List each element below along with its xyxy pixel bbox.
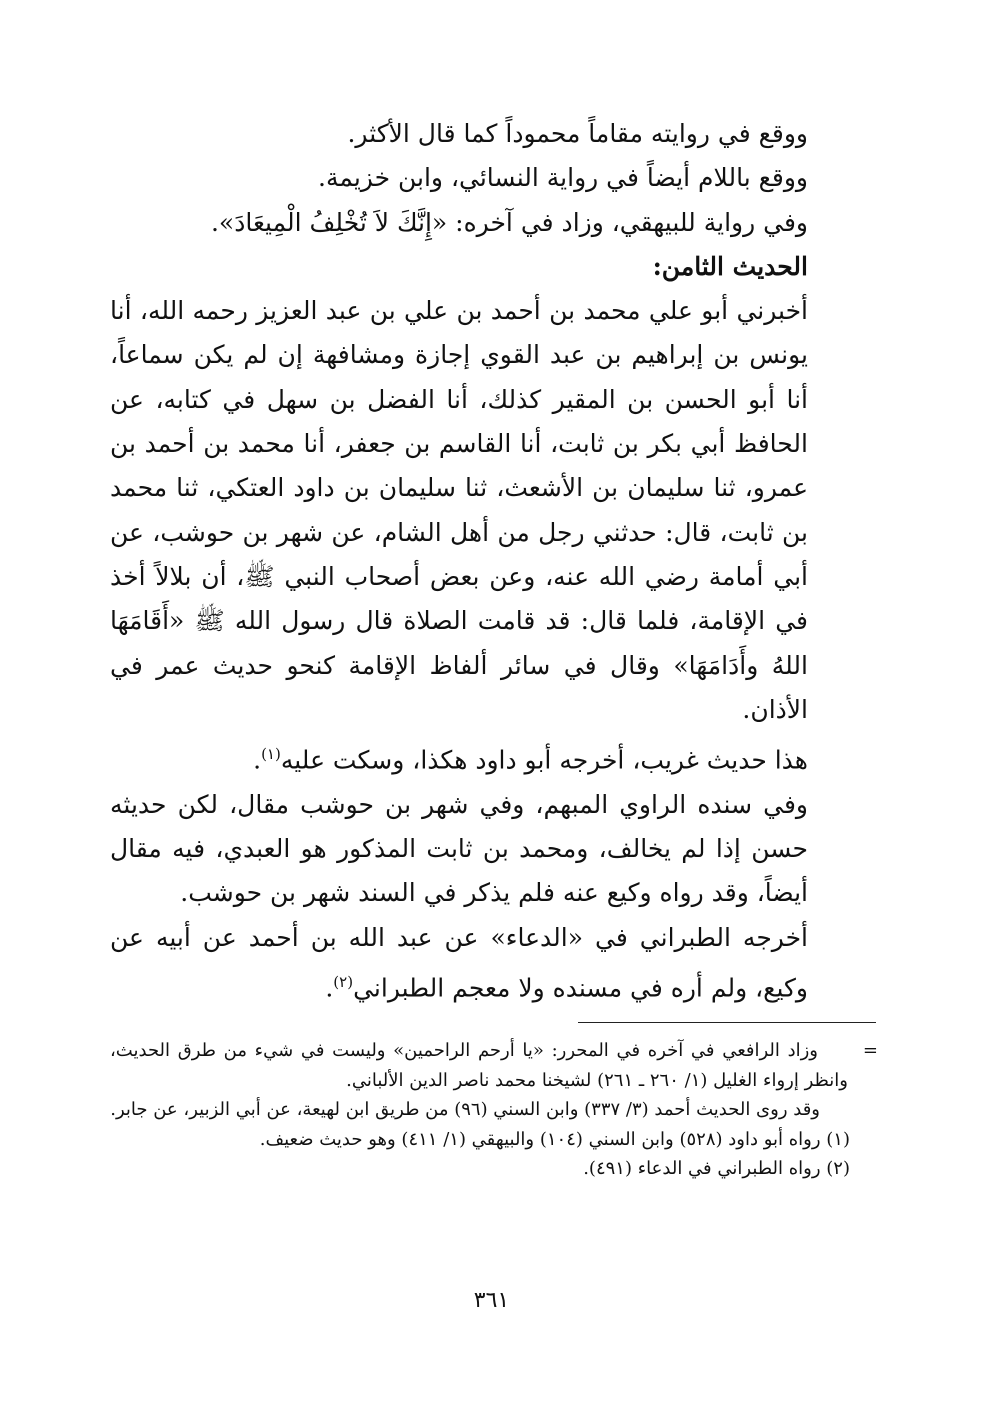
paragraph: ووقع باللام أيضاً في رواية النسائي، وابن خزيمة. bbox=[318, 163, 808, 193]
main-text bbox=[110, 112, 878, 1011]
footnote-separator bbox=[578, 1022, 876, 1023]
paragraph-end: . bbox=[325, 973, 334, 1003]
paragraph: وفي سنده الراوي المبهم، وفي شهر بن حوشب مقال، لكن حديثه حسن إذا لم يخالف، ومحمد بن ثابت المذكور هو العبدي، فيه مقال أيضاً، وقد رواه وكيع عنه فلم يذكر في السند شهر بن حوشب. bbox=[110, 789, 808, 908]
paragraph-text: أخرجه الطبراني في «الدعاء» عن عبد الله بن أحمد عن أبيه عن وكيع، ولم أره في مسنده ولا معجم الطبراني bbox=[110, 922, 808, 1003]
footnote: (١) رواه أبو داود (٥٢٨) وابن السني (١٠٤) والبيهقي (١/ ٤١١) وهو حديث ضعيف. bbox=[259, 1128, 850, 1150]
paragraph: ووقع في روايته مقاماً محموداً كما قال الأكثر. bbox=[347, 119, 808, 148]
paragraph: وفي رواية للبيهقي، وزاد في آخره: «إِنَّكَ لاَ تُخْلِفُ الْمِيعَادَ». bbox=[210, 207, 808, 237]
footnote-ref: (١) bbox=[261, 745, 281, 764]
paragraph bbox=[110, 732, 878, 783]
footnote-continuation bbox=[110, 1036, 878, 1095]
footnote-text: وزاد الرافعي في آخره في المحرر: «يا أرحم الراحمين» وليست في شيء من طرق الحديث، وانظر إرواء الغليل (١/ ٢٦٠ ـ ٢٦١) لشيخنا محمد ناصر الدين الألباني. bbox=[110, 1040, 848, 1091]
continuation-mark: = bbox=[862, 1040, 878, 1061]
footnotes bbox=[110, 1036, 878, 1184]
footnote-ref: (٢) bbox=[333, 972, 354, 991]
paragraph: أخبرني أبو علي محمد بن أحمد بن علي بن عبد العزيز رحمه الله، أنا يونس بن إبراهيم بن عبد القوي إجازة ومشافهة إن لم يكن سماعاً، أنا أبو الحسن بن المقير كذلك، أنا الفضل بن سهل في كتابه، عن الحافظ أبي بكر بن ثابت، أنا القاسم بن جعفر، أنا محمد بن أحمد بن عمرو، ثنا سليمان بن الأشعث، ثنا سليمان بن داود العتكي، ثنا محمد بن ثابت، قال: حدثني رجل من أهل الشام، عن شهر بن حوشب، عن أبي أمامة رضي الله عنه، وعن بعض أصحاب النبي ﷺ، أن بلالاً أخذ في الإقامة، فلما قال: قد قامت الصلاة قال رسول الله ﷺ «أَقَامَهَا اللهُ وأَدَامَهَا» وقال في سائر ألفاظ الإقامة كنحو حديث عمر في الأذان. bbox=[110, 296, 808, 724]
paragraph-end: . bbox=[253, 745, 262, 775]
footnote: (٢) رواه الطبراني في الدعاء (٤٩١). bbox=[583, 1158, 850, 1179]
paragraph bbox=[110, 916, 878, 1011]
footnote-continuation: وقد روى الحديث أحمد (٣/ ٣٣٧) وابن السني (٩٦) من طريق ابن لهيعة، عن أبي الزبير، عن جابر. bbox=[110, 1099, 820, 1120]
page-number: ٣٦١ bbox=[473, 1288, 510, 1313]
paragraph-text: هذا حديث غريب، أخرجه أبو داود هكذا، وسكت عليه bbox=[280, 745, 808, 775]
section-heading: الحديث الثامن: bbox=[652, 251, 808, 281]
